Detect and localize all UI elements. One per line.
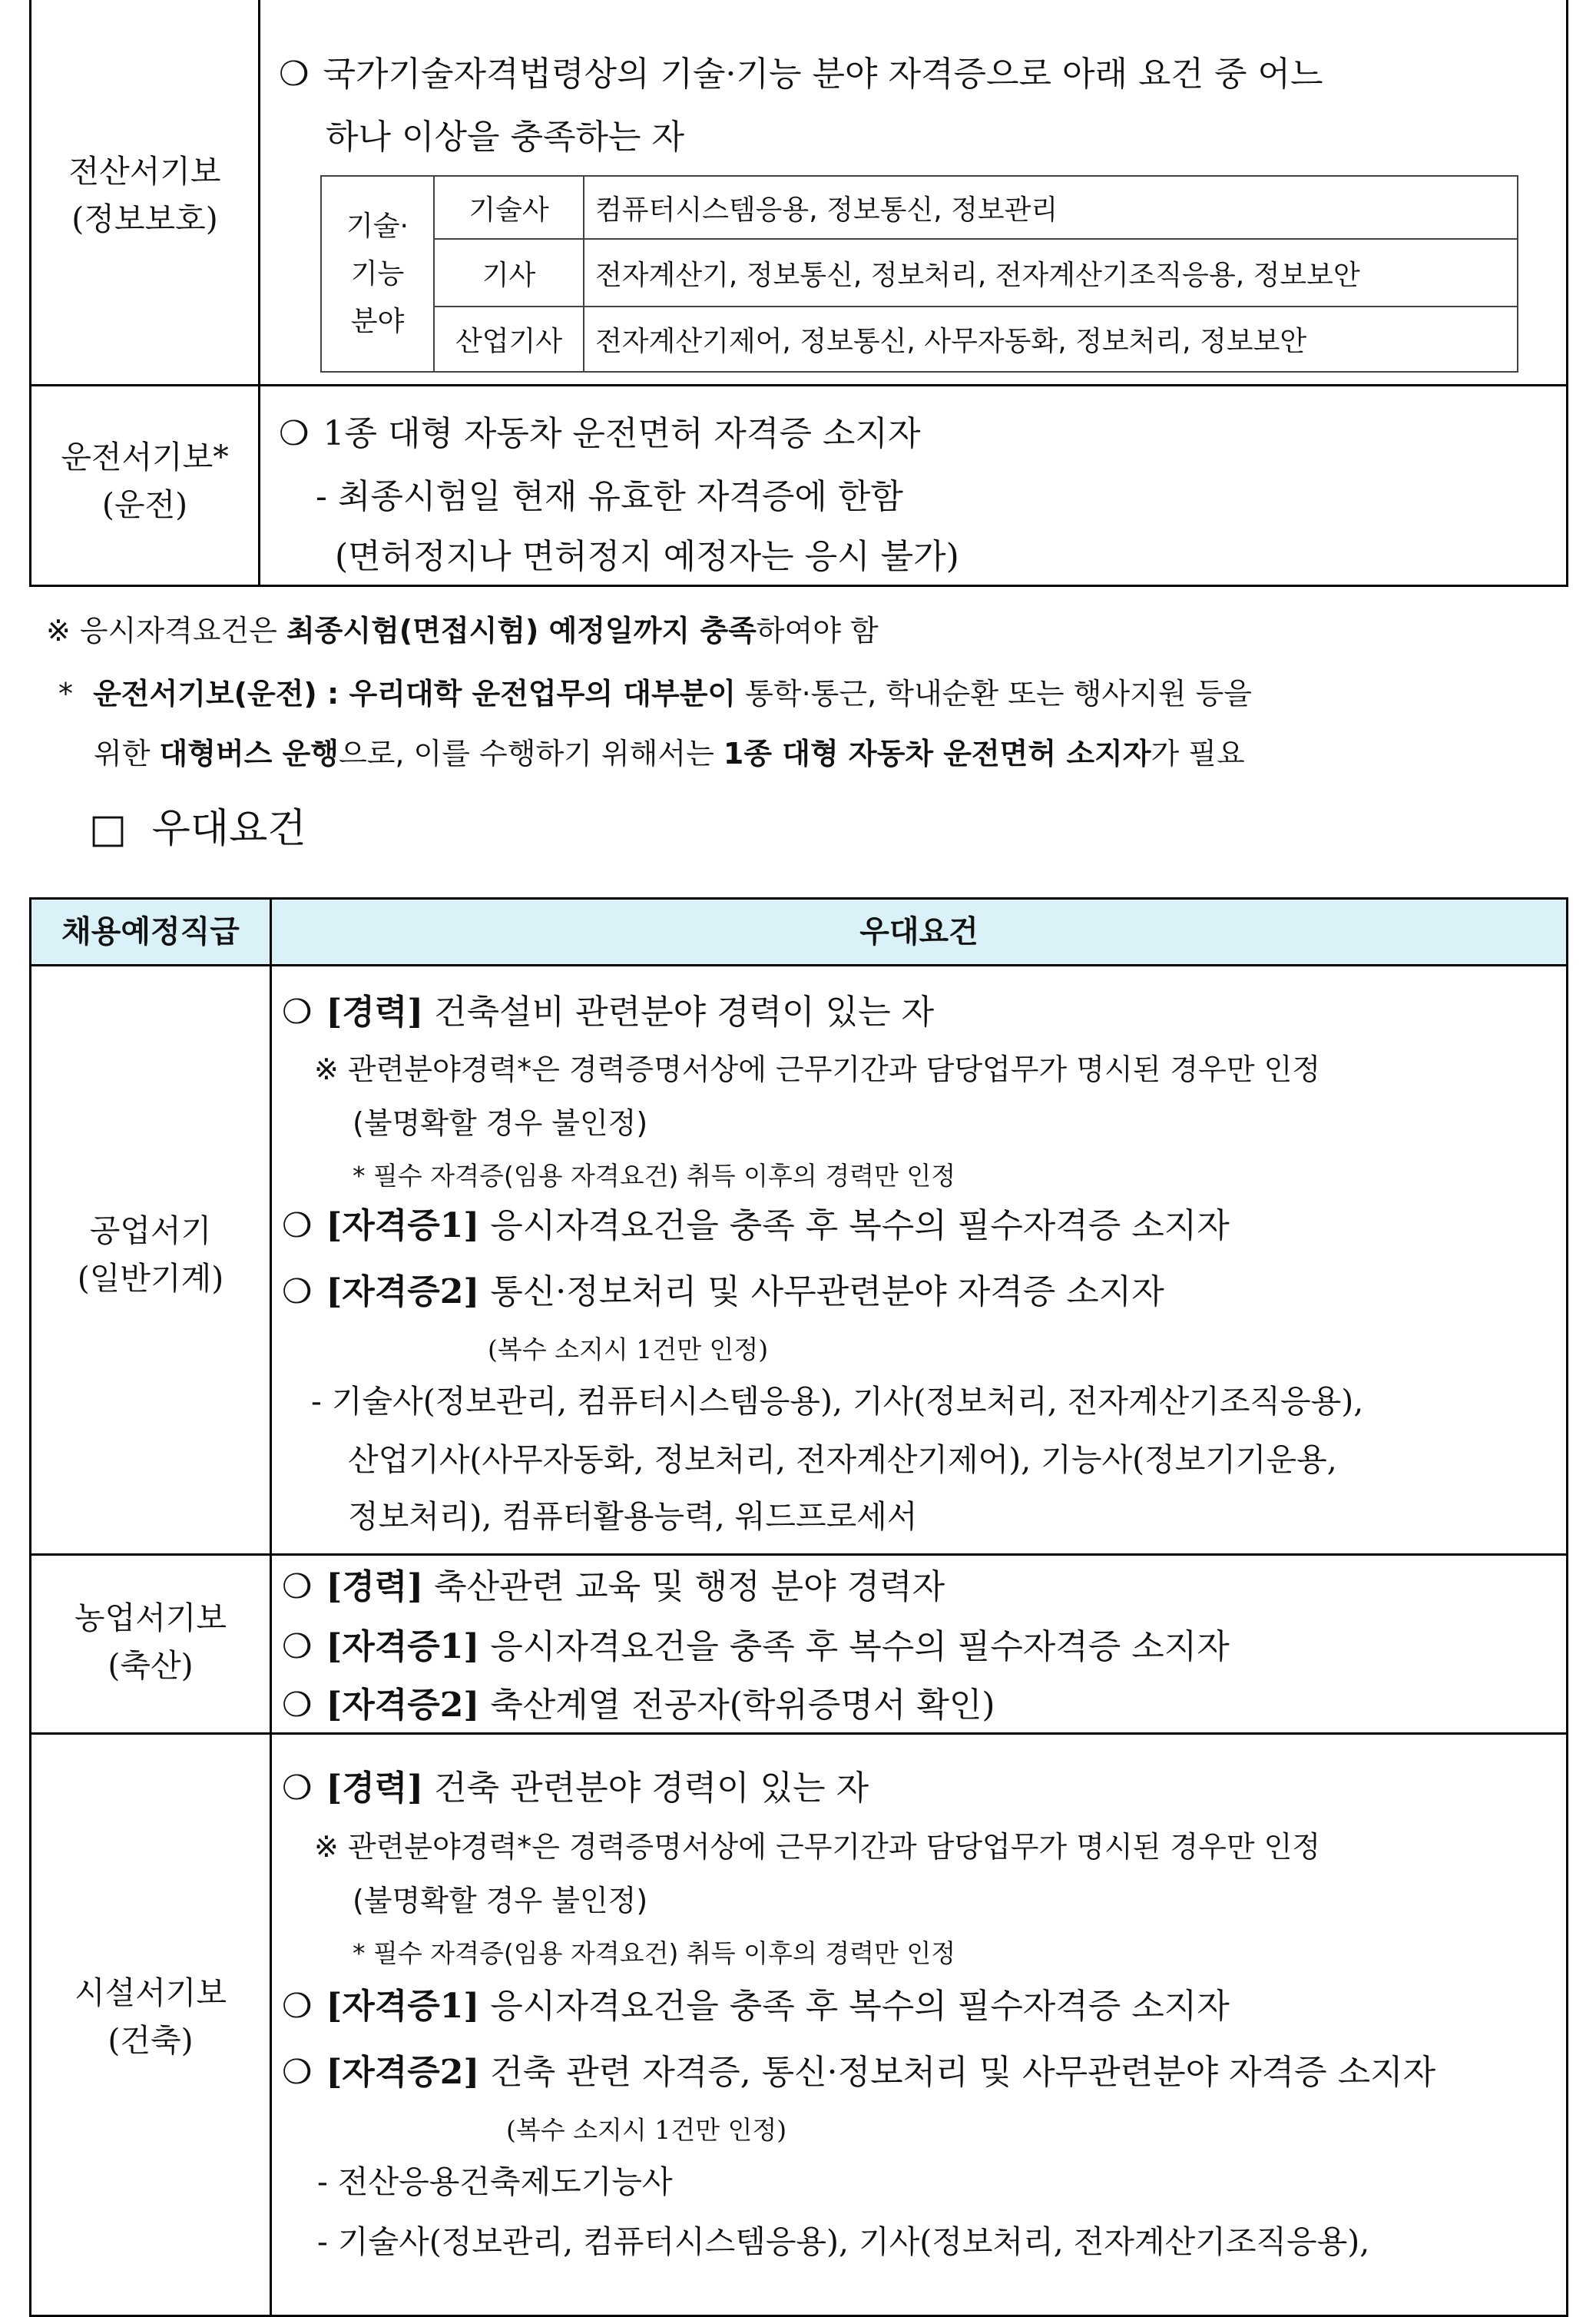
note-text: 으로, 이를 수행하기 위해서는 [338,737,723,771]
pref-note: ※ 관련분야경력*은 경력증명서상에 근무기간과 담당업무가 명시된 경우만 인정 [314,1830,1321,1864]
circle-bullet-icon: ❍ [282,993,313,1032]
position-subtitle: (정보보호) [71,201,218,237]
circle-bullet-icon: ❍ [282,1686,313,1725]
pref-tag: [자격증1] [326,1627,480,1666]
note-text: 통학·통근, 학내순환 또는 행사지원 등을 [736,677,1252,711]
group-label: 기능 [350,257,405,290]
items-cell: 전자계산기제어, 정보통신, 사무자동화, 정보처리, 정보보안 [584,307,1518,372]
position-title: 시설서기보 [74,1974,227,2011]
requirement-line [316,469,903,518]
pref-line: - 기술사(정보관리, 컴퓨터시스템응용), 기사(정보처리, 전자계산기조직응용), [317,2223,1370,2260]
pref-text: 축산관련 교육 및 행정 분야 경력자 [423,1567,945,1606]
pref-line [282,1619,1230,1668]
section-heading-preferences [89,796,306,854]
pref-note: (복수 소지시 1건만 인정) [488,1334,769,1364]
position-title: 농업서기보 [74,1599,227,1636]
pref-tag: [자격증1] [326,1206,480,1245]
pref-line: - 전산응용건축제도기능사 [317,2163,673,2200]
note-asterisk: * [58,677,73,711]
note-text: 가 필요 [1151,737,1245,771]
pref-note: (복수 소지시 1건만 인정) [506,2115,787,2145]
inner-qualification-grid [320,175,1517,371]
pref-text: 건축 관련분야 경력이 있는 자 [423,1768,869,1808]
circle-bullet-icon: ❍ [282,1768,313,1808]
items-cell: 컴퓨터시스템응용, 정보통신, 정보관리 [584,176,1518,239]
position-cell-livestock [31,1594,270,1689]
pref-line: 산업기사(사무자동화, 정보처리, 전자계산기제어), 기능사(정보기기운용, [348,1441,1337,1478]
checkbox-icon: □ [89,806,127,852]
group-label: 기술· [346,210,409,242]
column-divider [258,0,260,585]
circle-bullet-icon: ❍ [282,1987,313,2026]
note-driving-reason [58,670,1252,712]
requirement-line [279,46,1323,95]
pref-line [282,1198,1230,1247]
row-divider [31,1732,1566,1735]
pref-text: 축산계열 전공자(학위증명서 확인) [479,1686,995,1725]
requirement-line [279,406,920,455]
position-title: 운전서기보* [61,439,229,476]
pref-tag: [경력] [326,1768,424,1808]
pref-note: (불명확할 경우 불인정) [353,1884,648,1918]
pref-note: (불명확할 경우 불인정) [353,1106,648,1140]
pref-line [282,1559,945,1608]
pref-text: 응시자격요건을 충족 후 복수의 필수자격증 소지자 [479,1206,1230,1245]
header-preferences: 우대요건 [859,914,978,950]
circle-bullet-icon: ❍ [282,1206,313,1245]
position-subtitle: (건축) [108,2022,194,2059]
circle-bullet-icon: ❍ [282,1627,313,1666]
note-text: ※ 응시자격요건은 [46,614,286,648]
pref-line [282,1760,869,1809]
section-title: 우대요건 [151,806,306,852]
circle-bullet-icon: ❍ [282,2053,313,2092]
position-cell-machinery [31,1207,270,1302]
pref-text: 통신·정보처리 및 사무관련분야 자격증 소지자 [479,1272,1164,1311]
column-divider [270,900,272,2315]
requirement-text: (면허정지나 면허정지 예정자는 응시 불가) [335,537,959,576]
pref-line [282,1264,1164,1313]
grade-cell: 산업기사 [434,307,584,372]
group-label: 분야 [350,305,405,337]
requirement-text: 국가기술자격법령상의 기술·기능 분야 자격증으로 아래 요건 중 어느 [323,55,1323,94]
pref-line [282,1978,1230,2027]
note-requirement-deadline [46,607,879,649]
position-cell-info-security [31,148,258,243]
pref-tag: [자격증1] [326,1987,480,2026]
pref-tag: [경력] [326,1567,424,1606]
header-position: 채용예정직급 [61,914,240,950]
position-subtitle: (일반기계) [77,1260,224,1297]
circle-bullet-icon: ❍ [279,55,310,94]
row-divider [31,964,1566,966]
note-driving-reason-cont [94,730,1245,772]
row-divider [31,384,1566,386]
note-emphasis: 대형버스 운행 [159,737,339,771]
pref-tag: [자격증2] [326,2053,480,2092]
circle-bullet-icon: ❍ [282,1567,313,1606]
requirement-text: 하나 이상을 충족하는 자 [326,118,684,157]
pref-line [282,984,934,1033]
field-group-cell [321,176,434,372]
pref-line: 정보처리), 컴퓨터활용능력, 워드프로세서 [348,1498,918,1535]
note-text: 하여야 함 [756,614,879,648]
note-emphasis: 최종시험(면접시험) 예정일까지 충족 [286,614,757,648]
requirement-line [326,109,684,158]
pref-text: 응시자격요건을 충족 후 복수의 필수자격증 소지자 [479,1627,1230,1666]
pref-note: * 필수 자격증(임용 자격요건) 취득 이후의 경력만 인정 [353,1161,956,1191]
position-cell-architecture [31,1969,270,2064]
position-subtitle: (축산) [108,1647,194,1684]
position-title: 공업서기 [89,1212,212,1249]
grade-cell: 기술사 [434,176,584,239]
position-subtitle: (운전) [101,486,188,523]
note-text: 위한 [94,737,160,771]
pref-line [282,2044,1435,2093]
pref-text: 응시자격요건을 충족 후 복수의 필수자격증 소지자 [479,1987,1230,2026]
note-emphasis: 운전서기보(운전) : 우리대학 운전업무의 대부분이 [93,677,737,711]
pref-tag: [자격증2] [326,1686,480,1725]
note-emphasis: 1종 대형 자동차 운전면허 소지자 [723,737,1151,771]
circle-bullet-icon: ❍ [279,414,310,453]
pref-tag: [경력] [326,993,424,1032]
position-title: 전산서기보 [68,153,221,190]
preference-table [29,897,1568,2317]
pref-text: 건축 관련 자격증, 통신·정보처리 및 사무관련분야 자격증 소지자 [479,2053,1436,2092]
pref-note: * 필수 자격증(임용 자격요건) 취득 이후의 경력만 인정 [353,1938,956,1968]
pref-note: ※ 관련분야경력*은 경력증명서상에 근무기간과 담당업무가 명시된 경우만 인정 [314,1052,1321,1086]
row-divider [31,1553,1566,1556]
grade-cell: 기사 [434,239,584,307]
items-cell: 전자계산기, 정보통신, 정보처리, 전자계산기조직응용, 정보보안 [584,239,1518,307]
requirement-text: 1종 대형 자동차 운전면허 자격증 소지자 [323,414,921,453]
pref-text: 건축설비 관련분야 경력이 있는 자 [423,993,935,1032]
circle-bullet-icon: ❍ [282,1272,313,1311]
pref-line: - 기술사(정보관리, 컴퓨터시스템응용), 기사(정보처리, 전자계산기조직응용), [311,1383,1364,1420]
requirement-line [335,529,959,578]
position-cell-driving [31,433,258,529]
pref-tag: [자격증2] [326,1272,480,1311]
requirement-text: - 최종시험일 현재 유효한 자격증에 한함 [316,477,903,516]
pref-line [282,1677,995,1726]
